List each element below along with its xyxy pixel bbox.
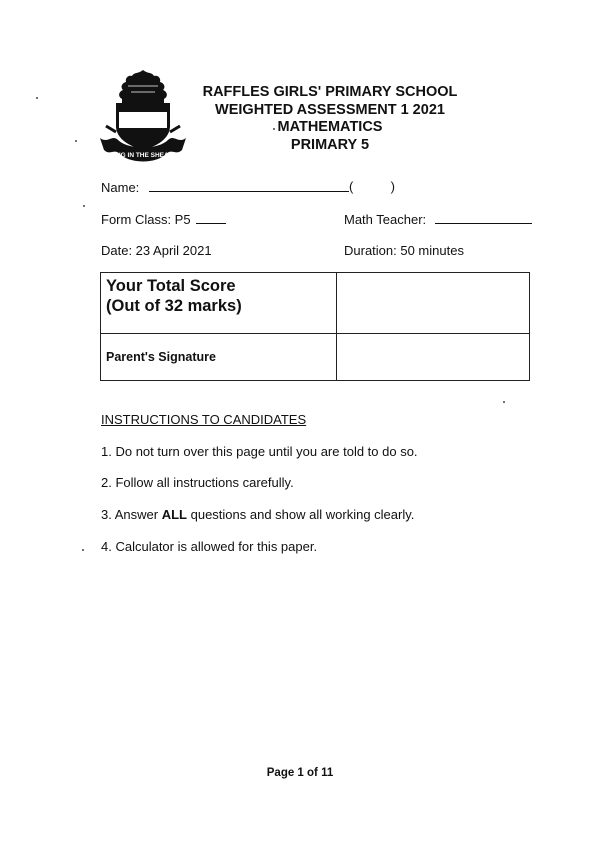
index-open-paren: ( [349, 179, 354, 194]
page-number: Page 1 of 11 [266, 767, 334, 779]
math-teacher-field[interactable] [435, 211, 532, 224]
document-header [180, 84, 480, 154]
instruction-number: 1. [101, 444, 112, 459]
score-table [100, 272, 530, 381]
instruction-emphasis: ALL [161, 507, 187, 522]
total-score-line1: Your Total Score [106, 277, 236, 295]
instruction-text: Follow all instructions carefully. [115, 475, 294, 490]
math-teacher-label: Math Teacher: [344, 212, 427, 227]
instruction-text: Calculator is allowed for this paper. [115, 539, 318, 554]
instruction-text: questions and show all working clearly. [187, 507, 415, 522]
parent-signature-cell[interactable] [337, 334, 529, 380]
name-label: Name: [101, 180, 140, 195]
instruction-number: 2. [101, 475, 112, 490]
crest-motto-text: BRING IN THE SHEAVES [104, 152, 182, 159]
scan-speck [83, 205, 85, 207]
parent-signature-label: Parent's Signature [106, 350, 216, 364]
assessment-title: WEIGHTED ASSESSMENT 1 2021 [215, 101, 445, 118]
form-class-label: Form Class: P5 [101, 212, 191, 227]
subject-title: MATHEMATICS [277, 119, 383, 135]
form-class-field[interactable] [196, 211, 226, 224]
instruction-item [101, 507, 414, 522]
instruction-item [101, 475, 294, 490]
math-teacher-row [344, 211, 532, 227]
name-row [101, 179, 349, 195]
scan-speck [82, 549, 84, 551]
instruction-number: 3. [101, 507, 112, 522]
scan-speck [503, 401, 505, 403]
school-crest-logo [98, 66, 188, 172]
instruction-text: Answer [114, 507, 162, 522]
instruction-item [101, 539, 317, 554]
form-class-row [101, 211, 226, 227]
instruction-text: Do not turn over this page until you are told to do so. [115, 444, 418, 459]
scan-speck [36, 97, 38, 99]
duration-text: Duration: 50 minutes [344, 243, 464, 258]
index-close-paren: ) [390, 179, 395, 194]
name-field[interactable] [149, 179, 349, 192]
total-score-label [106, 276, 242, 316]
instruction-item [101, 444, 418, 459]
scan-speck [273, 128, 275, 130]
scan-speck [75, 140, 77, 142]
date-text: Date: 23 April 2021 [101, 243, 212, 258]
total-score-line2: (Out of 32 marks) [106, 297, 242, 315]
school-name: RAFFLES GIRLS' PRIMARY SCHOOL [202, 84, 458, 100]
index-number-field[interactable] [349, 179, 395, 194]
level-title: PRIMARY 5 [290, 136, 370, 153]
total-score-cell[interactable] [337, 273, 529, 333]
instruction-number: 4. [101, 539, 112, 554]
instructions-title: INSTRUCTIONS TO CANDIDATES [101, 412, 307, 427]
